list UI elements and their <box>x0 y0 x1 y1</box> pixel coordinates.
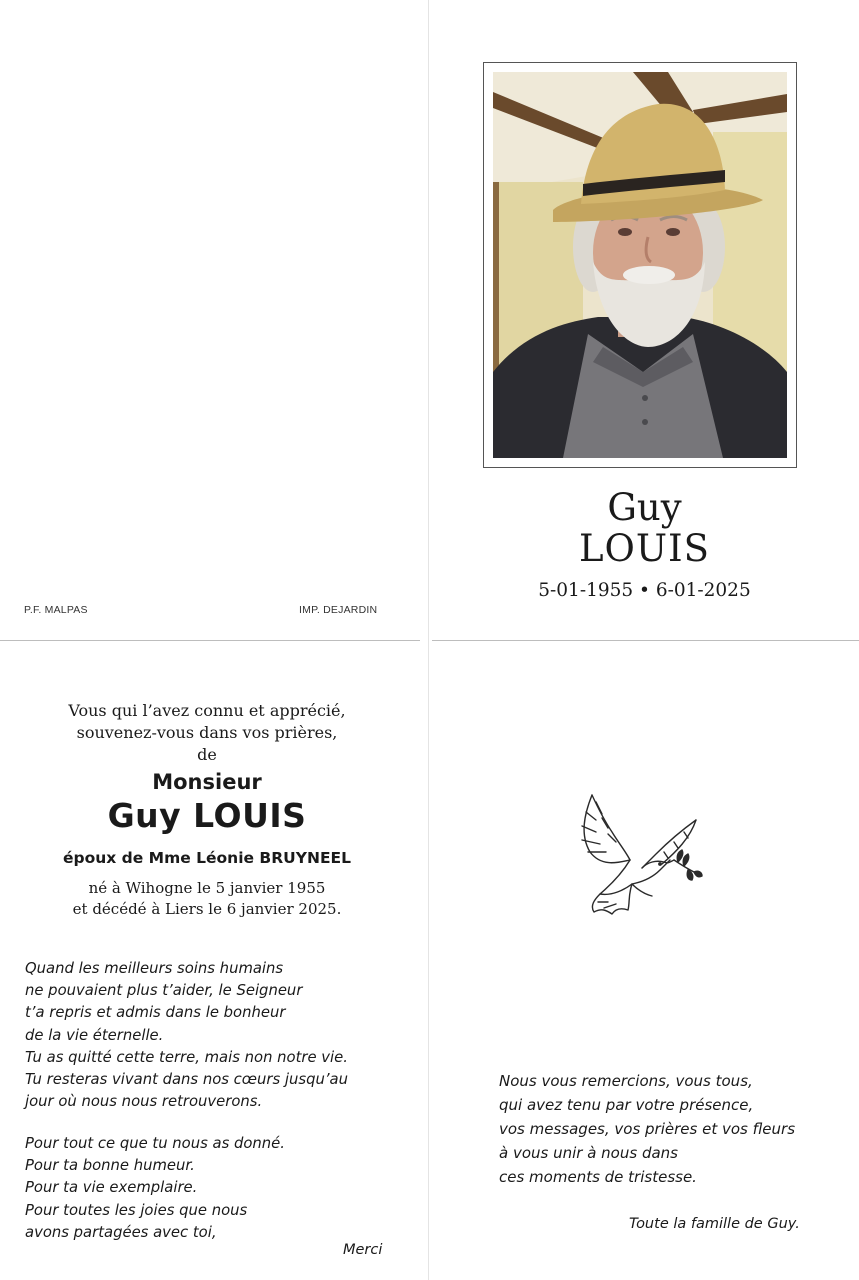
thanks-message <box>499 1069 795 1189</box>
birth-death-text <box>0 878 414 920</box>
closing-merci: Merci <box>343 1242 383 1258</box>
portrait-photo <box>493 72 787 458</box>
family-signature: Toute la famille de Guy. <box>629 1216 800 1232</box>
horizontal-fold-line-right <box>432 640 859 641</box>
spouse-line: époux de Mme Léonie BRUYNEEL <box>62 849 352 867</box>
vertical-fold-line <box>428 0 429 1280</box>
poem-line: Pour ta bonne humeur. <box>25 1157 195 1175</box>
deceased-last-name: LOUIS <box>578 527 711 570</box>
birth-line: né à Wihogne le 5 janvier 1955 <box>88 879 326 897</box>
poem-line: Quand les meilleurs soins humains <box>25 960 284 977</box>
poem-line: t’a repris et admis dans le bonheur <box>25 1004 286 1022</box>
thanks-line: qui avez tenu par votre présence, <box>499 1096 754 1114</box>
intro-line: Vous qui l’avez connu et apprécié, <box>68 701 346 720</box>
dove-with-olive-branch-icon <box>572 790 704 918</box>
thanks-line: à vous unir à nous dans <box>499 1144 678 1162</box>
deceased-first-name: Guy <box>607 486 682 529</box>
poem-part-2 <box>25 1133 285 1244</box>
intro-text <box>0 700 414 766</box>
poem-line: avons partagées avec toi, <box>25 1223 217 1241</box>
intro-line: de <box>197 745 217 764</box>
thanks-line: Nous vous remercions, vous tous, <box>499 1072 753 1090</box>
death-line: et décédé à Liers le 6 janvier 2025. <box>72 900 342 918</box>
life-dates: 5-01-1955 • 6-01-2025 <box>538 580 751 601</box>
thanks-line: vos messages, vos prières et vos fleurs <box>499 1120 796 1138</box>
thanks-line: ces moments de tristesse. <box>499 1168 697 1186</box>
printer-credit: IMP. DEJARDIN <box>299 604 378 616</box>
poem-line: jour où nous nous retrouverons. <box>25 1093 263 1111</box>
full-name: Guy LOUIS <box>107 796 307 835</box>
poem-line: Tu resteras vivant dans nos cœurs jusqu’au <box>25 1071 349 1089</box>
poem-part-1 <box>25 958 348 1113</box>
poem-line: de la vie éternelle. <box>25 1026 164 1044</box>
poem-line: Tu as quitté cette terre, mais non notre vie. <box>25 1048 348 1066</box>
intro-line: souvenez-vous dans vos prières, <box>76 723 338 742</box>
funeral-home-credit: P.F. MALPAS <box>24 604 88 616</box>
poem-line: Pour toutes les joies que nous <box>25 1201 248 1219</box>
poem-line: Pour tout ce que tu nous as donné. <box>25 1135 285 1152</box>
portrait-frame <box>483 62 797 468</box>
poem-line: ne pouvaient plus t’aider, le Seigneur <box>25 982 303 1000</box>
honorific: Monsieur <box>152 770 262 794</box>
poem-line: Pour ta vie exemplaire. <box>25 1179 198 1197</box>
horizontal-fold-line-left <box>0 640 420 641</box>
